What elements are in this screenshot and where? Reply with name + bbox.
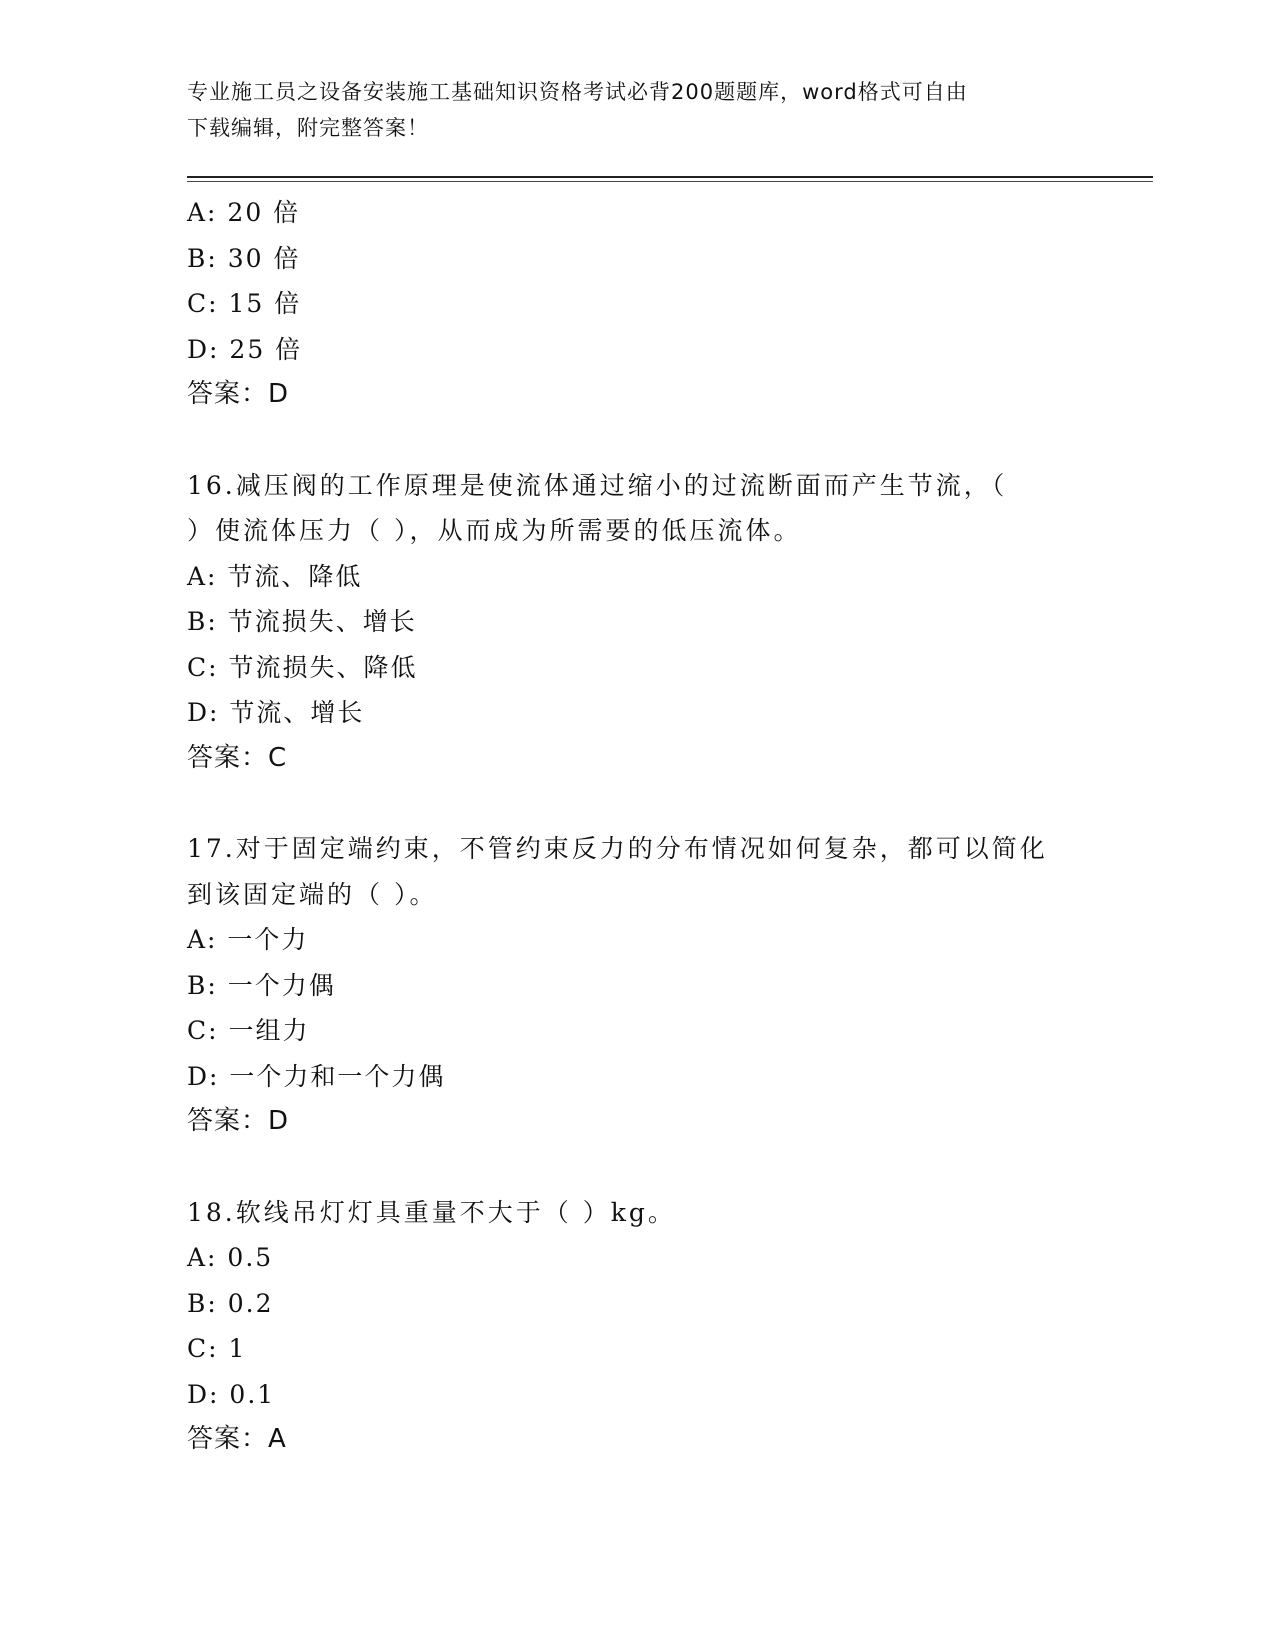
question-16 [187,463,1087,782]
option-d: D: 节流、增长 [187,698,365,727]
header-line-1: 专业施工员之设备安装施工基础知识资格考试必背200题题库，word格式可自由 [187,80,968,104]
option-d: D: 0.1 [187,1379,276,1409]
answer-line: 答案：A [187,1424,287,1454]
option-a: A: 0.5 [187,1243,274,1272]
header-line-2: 下载编辑，附完整答案！ [187,116,429,140]
answer-line: 答案：C [187,742,288,773]
question-17 [187,826,1087,1145]
option-b: B: 0.2 [187,1288,274,1318]
option-c: C: 1 [187,1334,247,1363]
option-b: B: 节流损失、增长 [187,607,417,636]
header-divider-thin [187,181,1153,182]
question-list [187,190,1087,1463]
option-b: B: 30 倍 [187,243,301,273]
option-a: A: 20 倍 [187,198,301,227]
document-header [187,74,1087,146]
question-stem-line-1: 18.软线吊灯灯具重量不大于（ ）kg。 [187,1197,676,1227]
question-stem-line-1: 17.对于固定端约束，不管约束反力的分布情况如何复杂，都可以简化 [187,834,1048,863]
answer-line: 答案：D [187,1106,290,1136]
question-18 [187,1190,1087,1463]
option-c: C: 15 倍 [187,289,302,318]
header-divider-thick [187,176,1153,178]
option-a: A: 一个力 [187,925,309,954]
question-stem-line-2: ）使流体压力（ ），从而成为所需要的低压流体。 [187,516,802,545]
option-c: C: 一组力 [187,1016,310,1045]
question-stem-line-2: 到该固定端的（ ）。 [187,879,438,909]
question-15-continued [187,190,1087,418]
option-a: A: 节流、降低 [187,561,363,591]
answer-line: 答案：D [187,379,290,409]
option-c: C: 节流损失、降低 [187,652,418,682]
option-d: D: 一个力和一个力偶 [187,1061,446,1091]
option-d: D: 25 倍 [187,334,303,364]
option-b: B: 一个力偶 [187,970,336,1000]
question-stem-line-1: 16.减压阀的工作原理是使流体通过缩小的过流断面而产生节流，（ [187,470,1008,500]
